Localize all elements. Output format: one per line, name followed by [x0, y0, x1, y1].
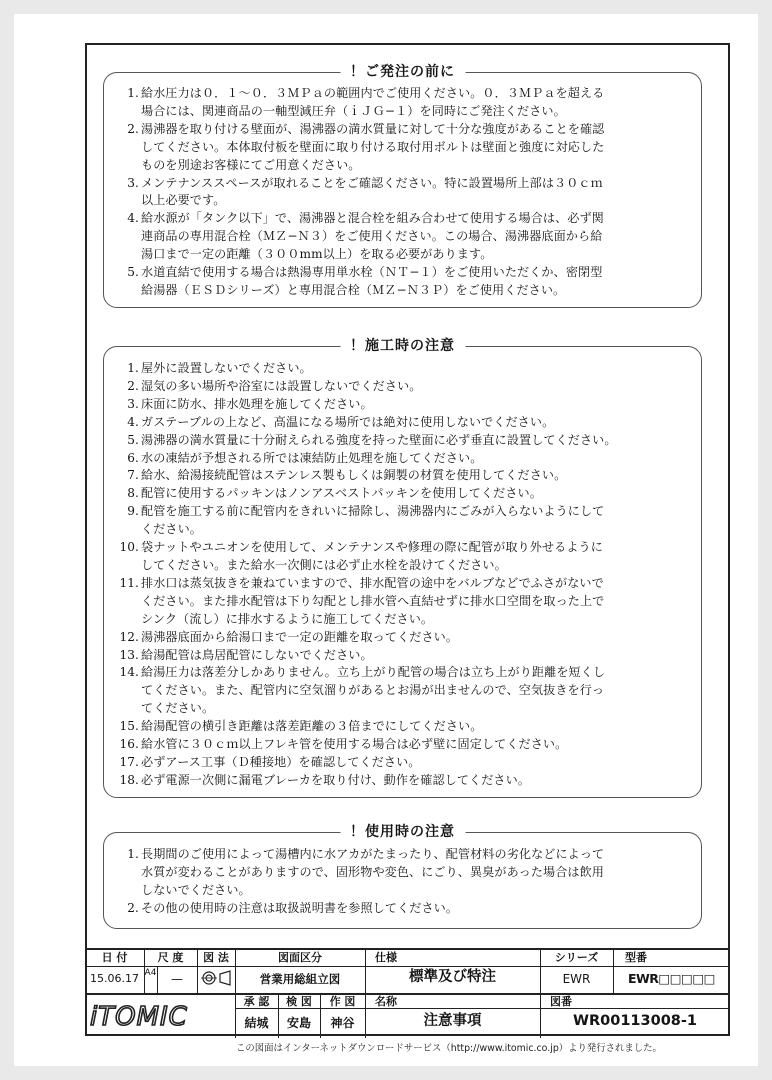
item-number: 13. — [119, 647, 139, 662]
item-text-line: てください。また、配管内に空気溜りがあるとお湯が出ませんので、空気抜きを行っ — [141, 683, 605, 698]
caution-item — [114, 432, 695, 450]
item-number: 4. — [127, 414, 139, 429]
item-text-line: 屋外に設置しないでください。 — [141, 361, 312, 375]
item-text-line: ガステーブルの上など、高温になる場所では絶対に使用しないでください。 — [141, 414, 555, 429]
item-text-line: 水道直結で使用する場合は熱湯専用単水栓（ＮＴ−１）をご使用いただくか、密閉型 — [141, 265, 603, 280]
section-body — [114, 85, 695, 300]
item-number: 8. — [127, 486, 139, 501]
item-number: 7. — [127, 468, 139, 483]
item-number: 14. — [119, 665, 139, 680]
item-text-line: メンテナンススペースが取れることをご確認ください。特に設置場所上部は３０ｃｍ — [141, 175, 603, 190]
check-label: 検 図 — [286, 995, 312, 1008]
spec-label: 仕様 — [375, 951, 397, 964]
item-number: 2. — [127, 900, 139, 915]
draw-label: 作 図 — [329, 995, 356, 1008]
item-text-line: 排水口は蒸気抜きを兼ねていますので、排水配管の途中をバルブなどでふさがないで — [141, 575, 604, 590]
caution-item — [114, 846, 695, 900]
item-number: 3. — [127, 396, 139, 411]
usage-section — [103, 824, 702, 929]
download-note: この図面はインターネットダウンロードサービス（http://www.itomic.co.jp）より発行されました。 — [236, 1043, 662, 1054]
item-text-line: 湯沸器を取り付ける壁面が、湯沸器の満水質量に対して十分な強度があることを確認 — [141, 121, 605, 136]
item-text-line: してください。本体取付板を壁面に取り付ける取付用ボルトは壁面と強度に対応した — [141, 139, 605, 154]
installation-section — [103, 338, 702, 798]
caution-item — [114, 378, 695, 396]
caution-item — [114, 360, 695, 378]
caution-item — [114, 900, 695, 918]
item-number: 1. — [127, 847, 139, 861]
caution-item — [114, 754, 695, 772]
caution-item — [114, 575, 695, 629]
item-text-line: 袋ナットやユニオンを使用して、メンテナンスや修理の際に配管が取り外せるように — [141, 540, 603, 555]
item-text-line: 給水、給湯接続配管はステンレス製もしくは銅製の材質を使用してください。 — [141, 468, 567, 483]
item-text-line: 湯沸器の満水質量に十分耐えられる強度を持った壁面に必ず垂直に設置してください。 — [141, 432, 617, 447]
drawing-type-value: 営業用総組立図 — [259, 972, 341, 986]
section-body — [114, 360, 695, 790]
itomic-logo — [89, 1003, 231, 1032]
item-text-line: 必ず電源一次側に漏電ブレーカを取り付け、動作を確認してください。 — [141, 772, 530, 787]
item-text-line: 湯沸器底面から給湯口まで一定の距離を取ってください。 — [141, 629, 459, 644]
svg-text:iTOMIC: iTOMIC — [90, 1003, 188, 1029]
item-text-line: 給湯配管は鳥居配管にしないでください。 — [141, 647, 373, 662]
caution-item — [114, 485, 695, 503]
item-text-line: てください。 — [141, 701, 215, 716]
projection-label: 図 法 — [203, 951, 229, 964]
third-angle-projection-icon — [197, 969, 235, 990]
item-text-line: 給水源が「タンク以下」で、湯沸器と混合栓を組み合わせて使用する場合は、必ず関 — [141, 211, 604, 226]
caution-item — [114, 629, 695, 647]
item-text-line: 湿気の多い場所や浴室には設置しないでください。 — [141, 378, 422, 393]
item-number: 4. — [127, 211, 139, 226]
checker-name: 安島 — [286, 1016, 311, 1030]
caution-item — [114, 467, 695, 485]
caution-item — [114, 736, 695, 754]
item-number: 2. — [127, 121, 139, 136]
caution-item — [114, 503, 695, 539]
before-order-section — [103, 64, 702, 308]
item-number: 6. — [127, 450, 139, 465]
item-text-line: シンク（流し）に排水するように施工してください。 — [141, 611, 434, 626]
name-label: 名称 — [375, 995, 397, 1008]
section-title: ！ご発注の前に — [340, 62, 465, 82]
item-number: 11. — [119, 575, 139, 590]
item-number: 10. — [119, 540, 139, 555]
item-text-line: 湯口まで一定の距離（３００mm以上）を取る必要があります。 — [141, 247, 493, 262]
caution-item — [114, 647, 695, 665]
caution-item — [114, 664, 695, 718]
scale-label: 尺 度 — [157, 951, 184, 964]
section-title: ！施工時の注意 — [340, 336, 465, 356]
model-label: 型番 — [625, 951, 647, 964]
item-text-line: しないでください。 — [141, 882, 251, 897]
section-title: ！使用時の注意 — [340, 822, 465, 842]
item-number: 2. — [127, 378, 139, 393]
drawing-type-label: 図面区分 — [278, 951, 322, 964]
caution-item — [114, 210, 695, 264]
item-text-line: 場合には、関連商品の一軸型減圧弁（ｉＪＧ−１）を同時にご発注ください。 — [141, 103, 566, 118]
item-text-line: 水の凍結が予想される所では凍結防止処理を施してください。 — [141, 450, 483, 465]
item-text-line: 給湯圧力は落差分しかありません。立ち上がり配管の場合は立ち上がり距離を短くし — [141, 665, 606, 680]
item-text-line: 水質が変わることがありますので、固形物や変色、にごり、異臭があった場合は飲用 — [141, 864, 605, 879]
caution-item — [114, 772, 695, 790]
approve-label: 承 認 — [243, 995, 270, 1008]
drawing-no-value: WR00113008-1 — [573, 1013, 697, 1029]
item-number: 12. — [119, 629, 139, 644]
caution-item — [114, 85, 695, 121]
caution-item — [114, 264, 695, 300]
model-value: EWR□□□□□ — [627, 971, 715, 986]
caution-item — [114, 414, 695, 432]
item-text-line: 配管に使用するパッキンはノンアスベストパッキンを使用してください。 — [141, 486, 542, 501]
item-text-line: 給湯器（ＥＳＤシリーズ）と専用混合栓（ＭＺ−Ｎ３Ｐ）をご使用ください。 — [141, 282, 566, 297]
date-value: 15.06.17 — [90, 972, 139, 985]
caution-item — [114, 718, 695, 736]
drawing-no-label: 図番 — [550, 995, 572, 1008]
item-number: 17. — [119, 754, 139, 769]
item-number: 1. — [127, 86, 139, 100]
item-text-line: ものを別途お客様にてご用意ください。 — [141, 157, 361, 172]
item-text-line: 給水圧力は０．１〜０．３ＭＰａの範囲内でご使用ください。０．３ＭＰａを超える — [141, 86, 605, 100]
item-text-line: 以上必要です。 — [141, 193, 226, 208]
caution-item — [114, 539, 695, 575]
item-number: 5. — [127, 265, 139, 280]
caution-item — [114, 175, 695, 211]
item-number: 18. — [119, 772, 139, 787]
item-text-line: 給水管に３０ｃｍ以上フレキ管を使用する場合は必ず壁に固定してください。 — [141, 737, 568, 752]
item-number: 3. — [127, 175, 139, 190]
caution-item — [114, 450, 695, 468]
section-body — [114, 846, 695, 918]
item-number: 16. — [119, 737, 139, 752]
title-block — [85, 948, 730, 1036]
date-label: 日 付 — [101, 951, 128, 964]
approver-name: 結城 — [244, 1016, 269, 1030]
item-number: 15. — [119, 719, 139, 734]
item-text-line: 配管を施工する前に配管内をきれいに掃除し、湯沸器内にごみが入らないようにして — [141, 504, 605, 519]
caution-item — [114, 121, 695, 175]
item-number: 1. — [127, 361, 139, 375]
item-number: 9. — [127, 504, 139, 519]
item-text-line: 長期間のご使用によって湯槽内に水アカがたまったり、配管材料の劣化などによって — [141, 847, 605, 861]
drafter-name: 神谷 — [330, 1016, 355, 1030]
item-number: 5. — [127, 432, 139, 447]
item-text-line: 必ずアース工事（Ｄ種接地）を確認してください。 — [141, 754, 421, 769]
item-text-line: 床面に防水、排水処理を施してください。 — [141, 396, 373, 411]
item-text-line: 連商品の専用混合栓（ＭＺ−Ｎ３）をご使用ください。この場合、湯沸器底面から給 — [141, 229, 603, 244]
item-text-line: 給湯配管の横引き距離は落差距離の３倍までにしてください。 — [141, 719, 483, 734]
paper-size: A4 — [144, 968, 157, 978]
scale-value: — — [171, 972, 183, 986]
series-value: EWR — [562, 972, 591, 986]
item-text-line: ください。 — [141, 522, 202, 537]
item-text-line: ください。また排水配管は下り勾配とし排水管へ直結せずに排水口空間を取った上で — [141, 593, 605, 608]
item-text-line: してください。また給水一次側には必ず止水栓を設けてください。 — [141, 557, 507, 572]
name-value: 注意事項 — [423, 1013, 482, 1029]
item-text-line: その他の使用時の注意は取扱説明書を参照してください。 — [141, 900, 459, 915]
caution-item — [114, 396, 695, 414]
series-label: シリーズ — [554, 951, 599, 964]
spec-value: 標準及び特注 — [409, 969, 496, 985]
